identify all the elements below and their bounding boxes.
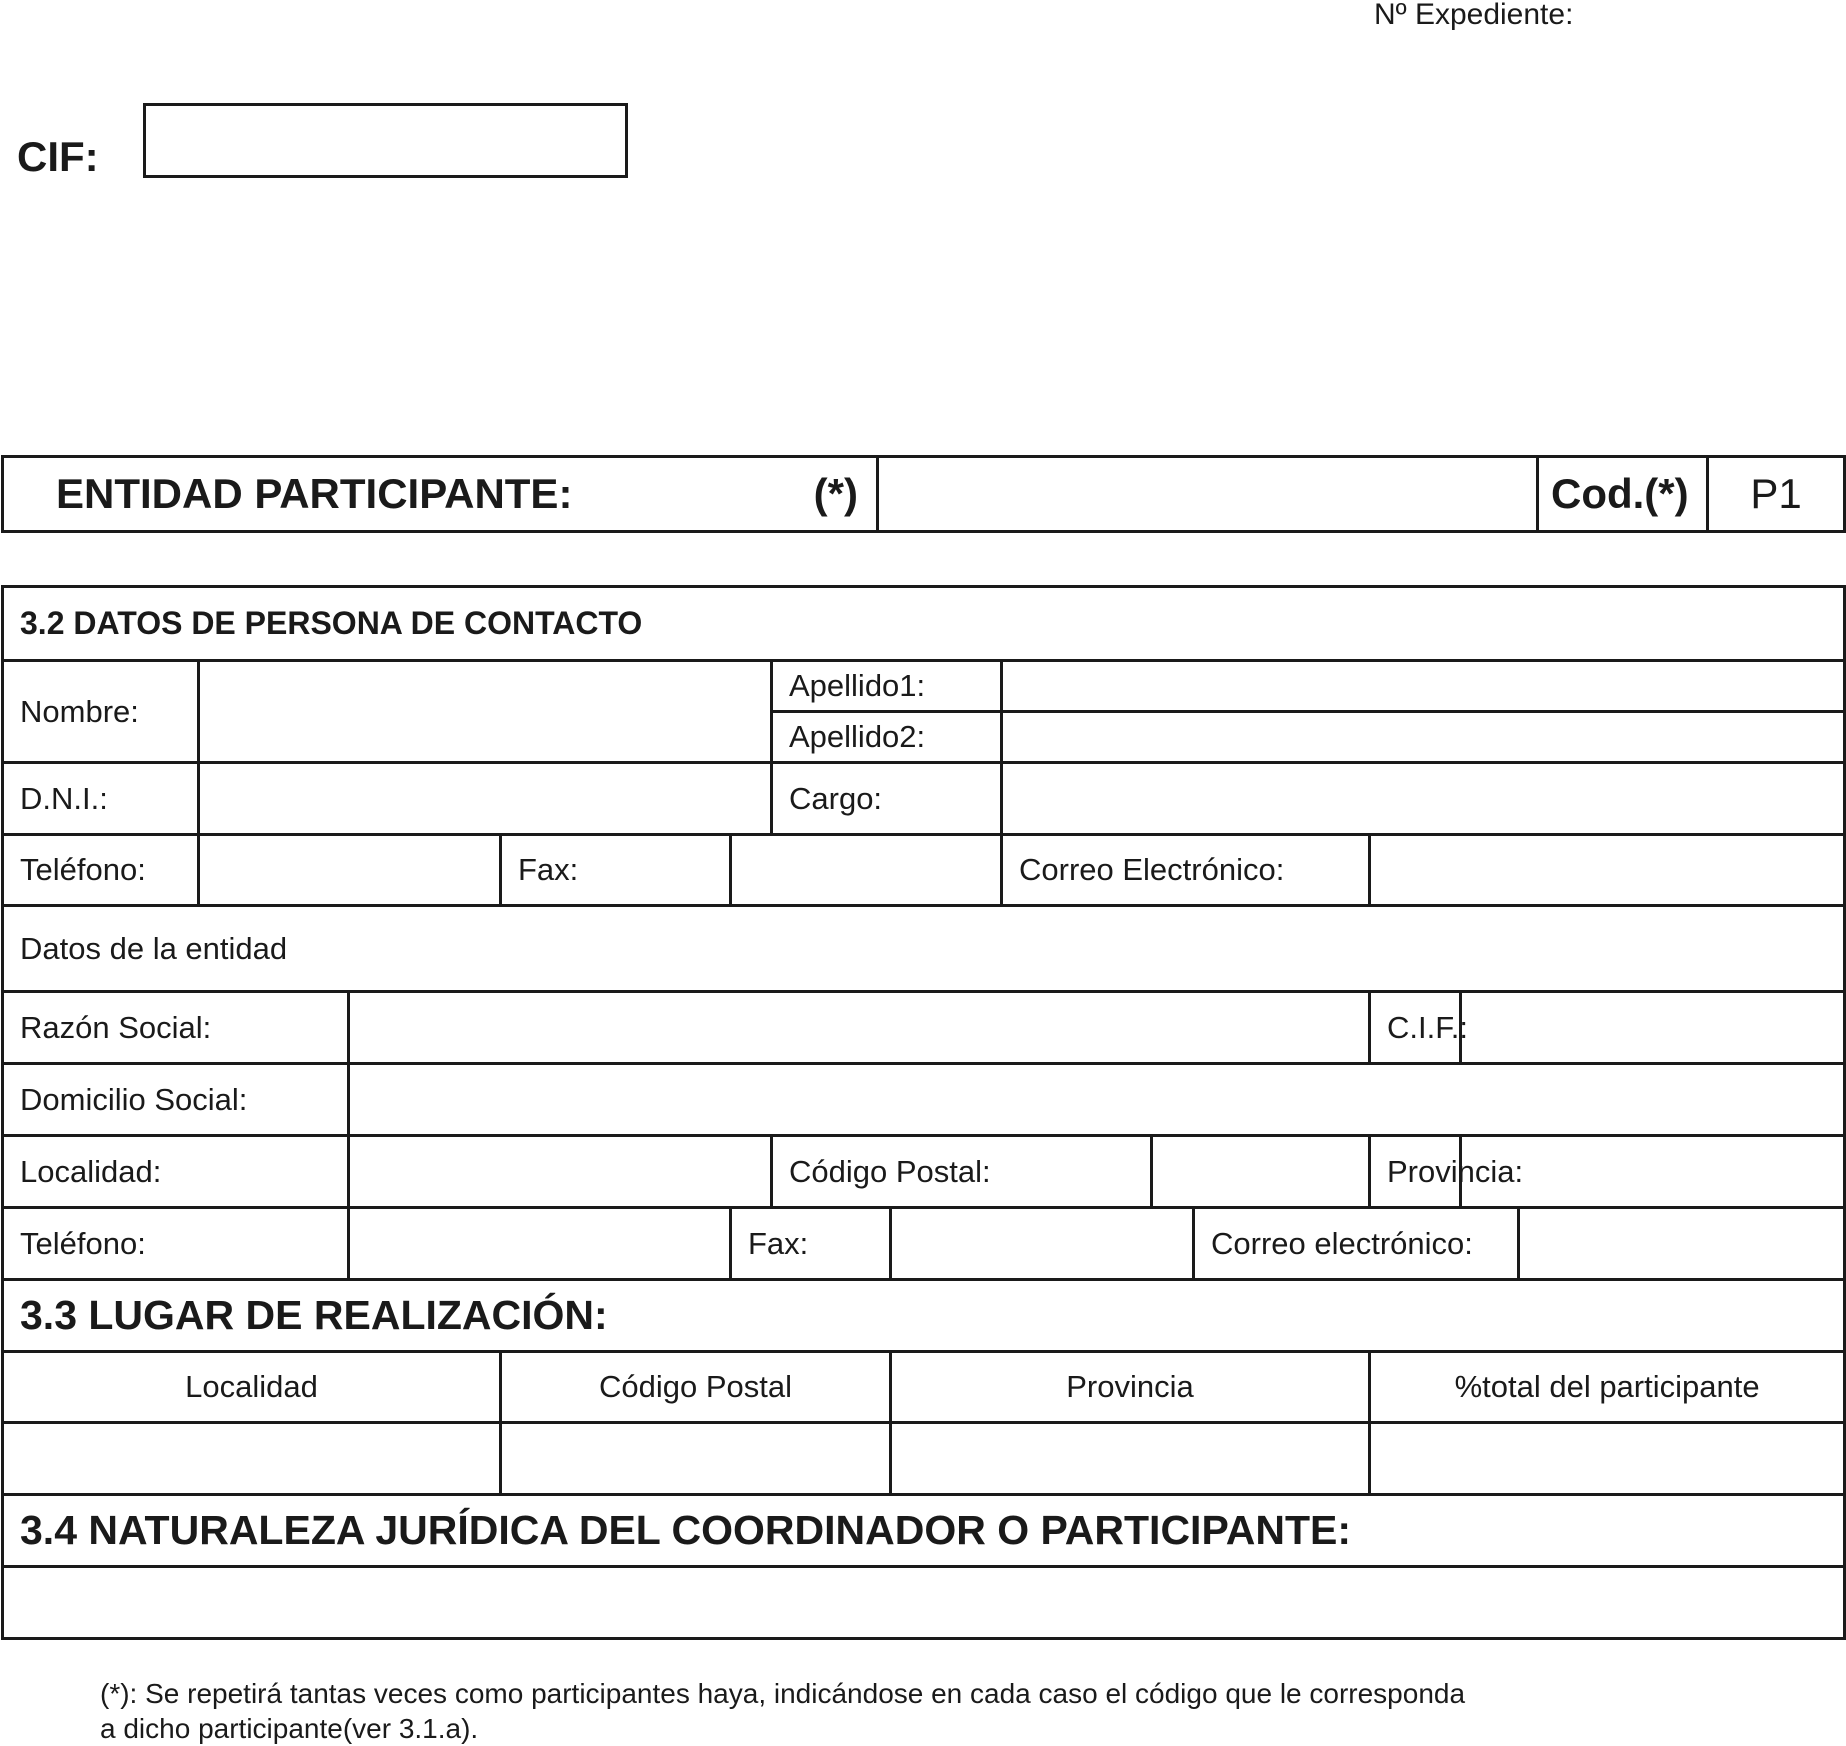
entidad-fax-field[interactable]: [891, 1208, 1194, 1280]
lugar-col-porcentaje: %total del participante: [1370, 1352, 1845, 1423]
dni-field[interactable]: [199, 763, 772, 835]
apellido1-field[interactable]: [1002, 661, 1845, 712]
domicilio-social-label: Domicilio Social:: [3, 1064, 349, 1136]
lugar-provincia-field[interactable]: [891, 1423, 1370, 1495]
nombre-field[interactable]: [199, 661, 772, 763]
entidad-cif-label: C.I.F.:: [1370, 992, 1461, 1064]
lugar-col-provincia: Provincia: [891, 1352, 1370, 1423]
localidad-label: Localidad:: [3, 1136, 349, 1208]
cif-input-box[interactable]: [143, 103, 628, 178]
dni-label: D.N.I.:: [3, 763, 199, 835]
naturaleza-juridica-field[interactable]: [3, 1567, 1845, 1639]
cif-label: CIF:: [17, 133, 99, 180]
section-3-2-title: 3.2 DATOS DE PERSONA DE CONTACTO: [3, 587, 1845, 661]
razon-social-label: Razón Social:: [3, 992, 349, 1064]
lugar-codigo-postal-field[interactable]: [501, 1423, 891, 1495]
entidad-telefono-field[interactable]: [349, 1208, 731, 1280]
entidad-telefono-label: Teléfono:: [3, 1208, 349, 1280]
entidad-correo-field[interactable]: [1519, 1208, 1845, 1280]
footnote: [100, 1676, 1700, 1746]
datos-entidad-title: Datos de la entidad: [3, 906, 1845, 992]
entidad-fax-label: Fax:: [731, 1208, 891, 1280]
entidad-correo-label: Correo electrónico:: [1194, 1208, 1519, 1280]
contacto-correo-field[interactable]: [1370, 835, 1845, 906]
expediente-label: Nº Expediente:: [1374, 0, 1574, 31]
lugar-localidad-field[interactable]: [3, 1423, 501, 1495]
cod-value: P1: [1708, 457, 1845, 532]
nombre-label: Nombre:: [3, 661, 199, 763]
contacto-telefono-label: Teléfono:: [3, 835, 199, 906]
lugar-col-codigo-postal: Código Postal: [501, 1352, 891, 1423]
contacto-fax-field[interactable]: [731, 835, 1002, 906]
cod-label: Cod.(*): [1538, 457, 1708, 532]
lugar-col-localidad: Localidad: [3, 1352, 501, 1423]
contacto-correo-label: Correo Electrónico:: [1002, 835, 1370, 906]
contacto-telefono-field[interactable]: [199, 835, 501, 906]
cargo-field[interactable]: [1002, 763, 1845, 835]
localidad-field[interactable]: [349, 1136, 772, 1208]
entidad-participante-row: [1, 455, 1846, 533]
apellido2-field[interactable]: [1002, 712, 1845, 763]
entidad-participante-field[interactable]: [878, 457, 1538, 532]
contacto-fax-label: Fax:: [501, 835, 731, 906]
entidad-asterisk: (*): [813, 470, 858, 517]
datos-form-table: [1, 585, 1846, 1640]
lugar-porcentaje-field[interactable]: [1370, 1423, 1845, 1495]
entidad-cif-field[interactable]: [1461, 992, 1845, 1064]
apellido2-label: Apellido2:: [772, 712, 1002, 763]
apellido1-label: Apellido1:: [772, 661, 1002, 712]
codigo-postal-field[interactable]: [1152, 1136, 1370, 1208]
cargo-label: Cargo:: [772, 763, 1002, 835]
domicilio-social-field[interactable]: [349, 1064, 1845, 1136]
provincia-label: Provincia:: [1370, 1136, 1461, 1208]
footnote-line-2: a dicho participante(ver 3.1.a).: [100, 1713, 479, 1744]
section-3-4-title: 3.4 NATURALEZA JURÍDICA DEL COORDINADOR O PARTICIPANTE:: [3, 1495, 1845, 1567]
codigo-postal-label: Código Postal:: [772, 1136, 1152, 1208]
entidad-participante-cell: [3, 457, 878, 532]
entidad-participante-label: ENTIDAD PARTICIPANTE:: [56, 470, 573, 517]
footnote-line-1: (*): Se repetirá tantas veces como participantes haya, indicándose en cada caso el código que le corresponda: [100, 1678, 1466, 1709]
section-3-3-title: 3.3 LUGAR DE REALIZACIÓN:: [3, 1280, 1845, 1352]
razon-social-field[interactable]: [349, 992, 1370, 1064]
